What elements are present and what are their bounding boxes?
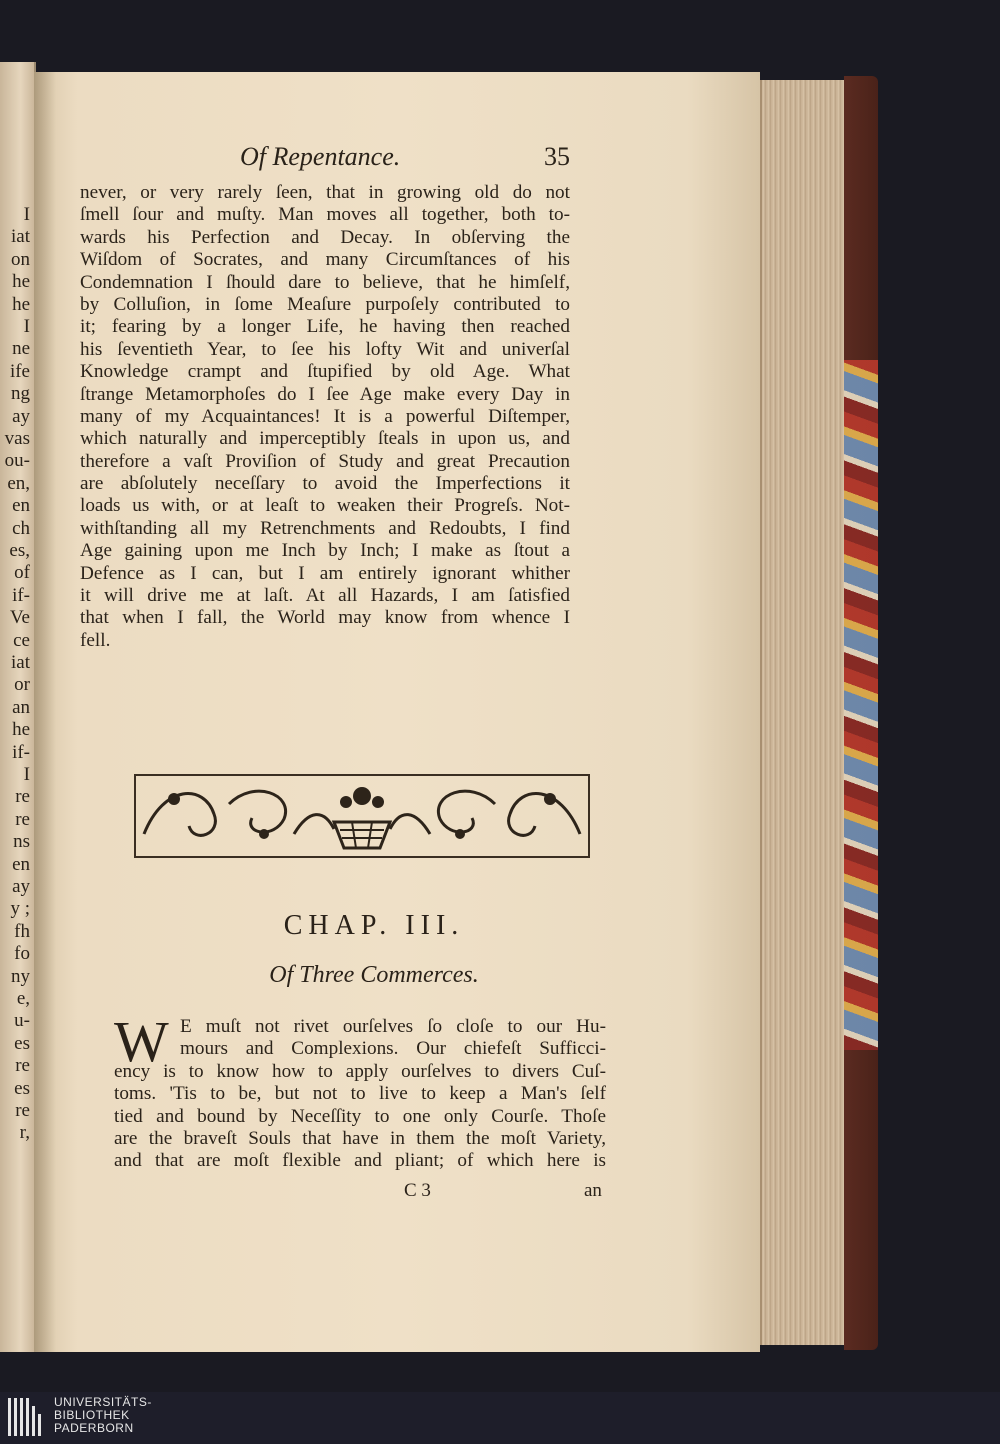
text-line: his ſeventieth Year, to ſee his lofty Wit and univerſal [80, 338, 570, 360]
left-page-fragment: he [12, 719, 30, 741]
left-page-fragment: ny [11, 965, 30, 987]
running-head-title: Of Repentance. [240, 142, 401, 171]
text-line: ſmell ſour and muſty. Man moves all together, both to- [80, 204, 570, 226]
left-page-fragment: iat [11, 226, 30, 248]
text-line: are the braveſt Souls that have in them the moſt Variety, [114, 1127, 606, 1149]
left-page-fragment: he [12, 271, 30, 293]
page-number: 35 [544, 142, 570, 171]
left-page-fragment: re [15, 1055, 30, 1077]
text-line: and that are moſt flexible and pliant; of which here is [114, 1150, 606, 1172]
text-line: tied and bound by Neceſſity to one only Courſe. Thoſe [114, 1105, 606, 1127]
book-page [34, 72, 760, 1352]
left-page-fragment: if- [12, 741, 30, 763]
library-logo-icon [6, 1396, 46, 1438]
text-line: wards his Perfection and Decay. In obſerving the [80, 226, 570, 248]
left-page-fragment: an [12, 696, 30, 718]
left-page-fragment: ns [13, 831, 30, 853]
text-line: therefore a vaſt Proviſion of Study and great Precaution [80, 450, 570, 472]
left-page-fragment: re [15, 808, 30, 830]
left-page-fragment: fo [14, 943, 30, 965]
left-page-fragment: re [15, 1100, 30, 1121]
left-page-fragment: es [14, 1077, 30, 1099]
text-line: ency is to know how to apply ourſelves to divers Cuſ- [114, 1060, 606, 1082]
previous-page-edge [0, 62, 36, 1352]
left-page-fragment: or [14, 674, 30, 696]
left-page-fragment: ou- [4, 450, 30, 472]
left-page-fragment: y ; [10, 898, 30, 920]
text-line: ſtrange Metamorphoſes do I ſee Age make every Day in [80, 383, 570, 405]
left-page-fragment: r, [19, 1122, 30, 1144]
left-page-fragment: ce [13, 629, 30, 651]
text-line: Wiſdom of Socrates, and many Circumſtances of his [80, 249, 570, 271]
text-line: mours and Complexions. Our chiefeſt Sufficci- [180, 1038, 606, 1060]
running-head [80, 142, 570, 182]
left-page-fragment: Ve [9, 607, 30, 629]
text-line: toms. 'Tis to be, but not to live to keep a Man's ſelf [114, 1083, 606, 1105]
gutter-shadow [34, 72, 56, 1352]
left-page-fragment: re [15, 786, 30, 808]
marbled-endpaper [844, 360, 878, 1050]
text-line: E muſt not rivet ourſelves ſo cloſe to our Hu- [180, 1016, 606, 1037]
text-line: loads us with, or at leaſt to weaken their Progreſs. Not- [80, 495, 570, 517]
text-line: it; fearing by a longer Life, he having then reached [80, 316, 570, 338]
left-page-fragment: ay [12, 876, 30, 897]
logo-line-1: UNIVERSITÄTS- [54, 1395, 152, 1409]
left-page-fragment: en [12, 495, 30, 517]
left-page-fragment: he [12, 293, 30, 315]
left-page-fragment: iat [11, 652, 30, 673]
page-fore-edge [760, 80, 846, 1345]
left-page-fragment: on [11, 248, 30, 270]
catchword: an [584, 1180, 602, 1201]
text-line: Knowledge crampt and ſtupified by old Age. What [80, 361, 570, 383]
text-line: withſtanding all my Retrenchments and Redoubts, I find [80, 517, 570, 539]
text-line: Defence as I can, but I am entirely ignorant whither [80, 562, 570, 584]
text-line: which naturally and imperceptibly ſteals in upon us, and [80, 428, 570, 450]
left-page-fragment: ng [11, 383, 30, 405]
left-page-fragment: if- [12, 584, 30, 606]
logo-line-2: BIBLIOTHEK [54, 1408, 130, 1422]
left-page-fragment: es [14, 1032, 30, 1054]
left-page-fragment: en [12, 853, 30, 875]
left-page-fragment: I [23, 316, 30, 337]
text-line: by Colluſion, in ſome Meaſure purpoſely contributed to [80, 293, 570, 315]
text-line: Age gaining upon me Inch by Inch; I make as ſtout a [80, 540, 570, 562]
chapter-heading: CHAP. III. [283, 910, 465, 941]
left-page-fragment: ch [12, 517, 30, 539]
text-line: that when I fall, the World may know from whence I [80, 607, 570, 629]
left-page-fragment: of [14, 562, 30, 584]
drop-cap: W [114, 1009, 169, 1074]
left-page-fragment: u- [14, 1010, 30, 1032]
left-page-fragment: ay [12, 405, 30, 427]
text-line: many of my Acquaintances! It is a powerful Diſtemper, [80, 405, 570, 427]
signature-mark: C 3 [404, 1180, 431, 1201]
left-page-fragment: e, [16, 988, 30, 1009]
left-page-fragment: es, [9, 540, 30, 561]
body-text [80, 182, 570, 652]
text-line: are abſolutely neceſſary to avoid the Imperfections it [80, 473, 570, 495]
left-page-fragment: vas [4, 428, 30, 449]
left-page-fragment: I [23, 204, 30, 225]
left-page-fragment: ne [12, 338, 30, 360]
left-page-fragment: en, [7, 472, 30, 494]
logo-line-3: PADERBORN [54, 1421, 134, 1435]
left-page-fragment: ife [9, 360, 30, 382]
left-page-fragment: I [23, 764, 30, 785]
text-line: fell. [80, 629, 111, 651]
text-line: never, or very rarely ſeen, that in growing old do not [80, 182, 570, 203]
library-logo-text [54, 1396, 152, 1435]
chapter-paragraph [114, 1009, 606, 1173]
floral-ornament-icon [134, 774, 590, 858]
left-page-fragment: fh [14, 920, 30, 942]
text-line: Condemnation I ſhould dare to believe, that he himſelf, [80, 271, 570, 293]
text-line: it will drive me at laſt. At all Hazards, I am ſatisfied [80, 585, 570, 607]
chapter-subtitle: Of Three Commerces. [269, 962, 479, 988]
